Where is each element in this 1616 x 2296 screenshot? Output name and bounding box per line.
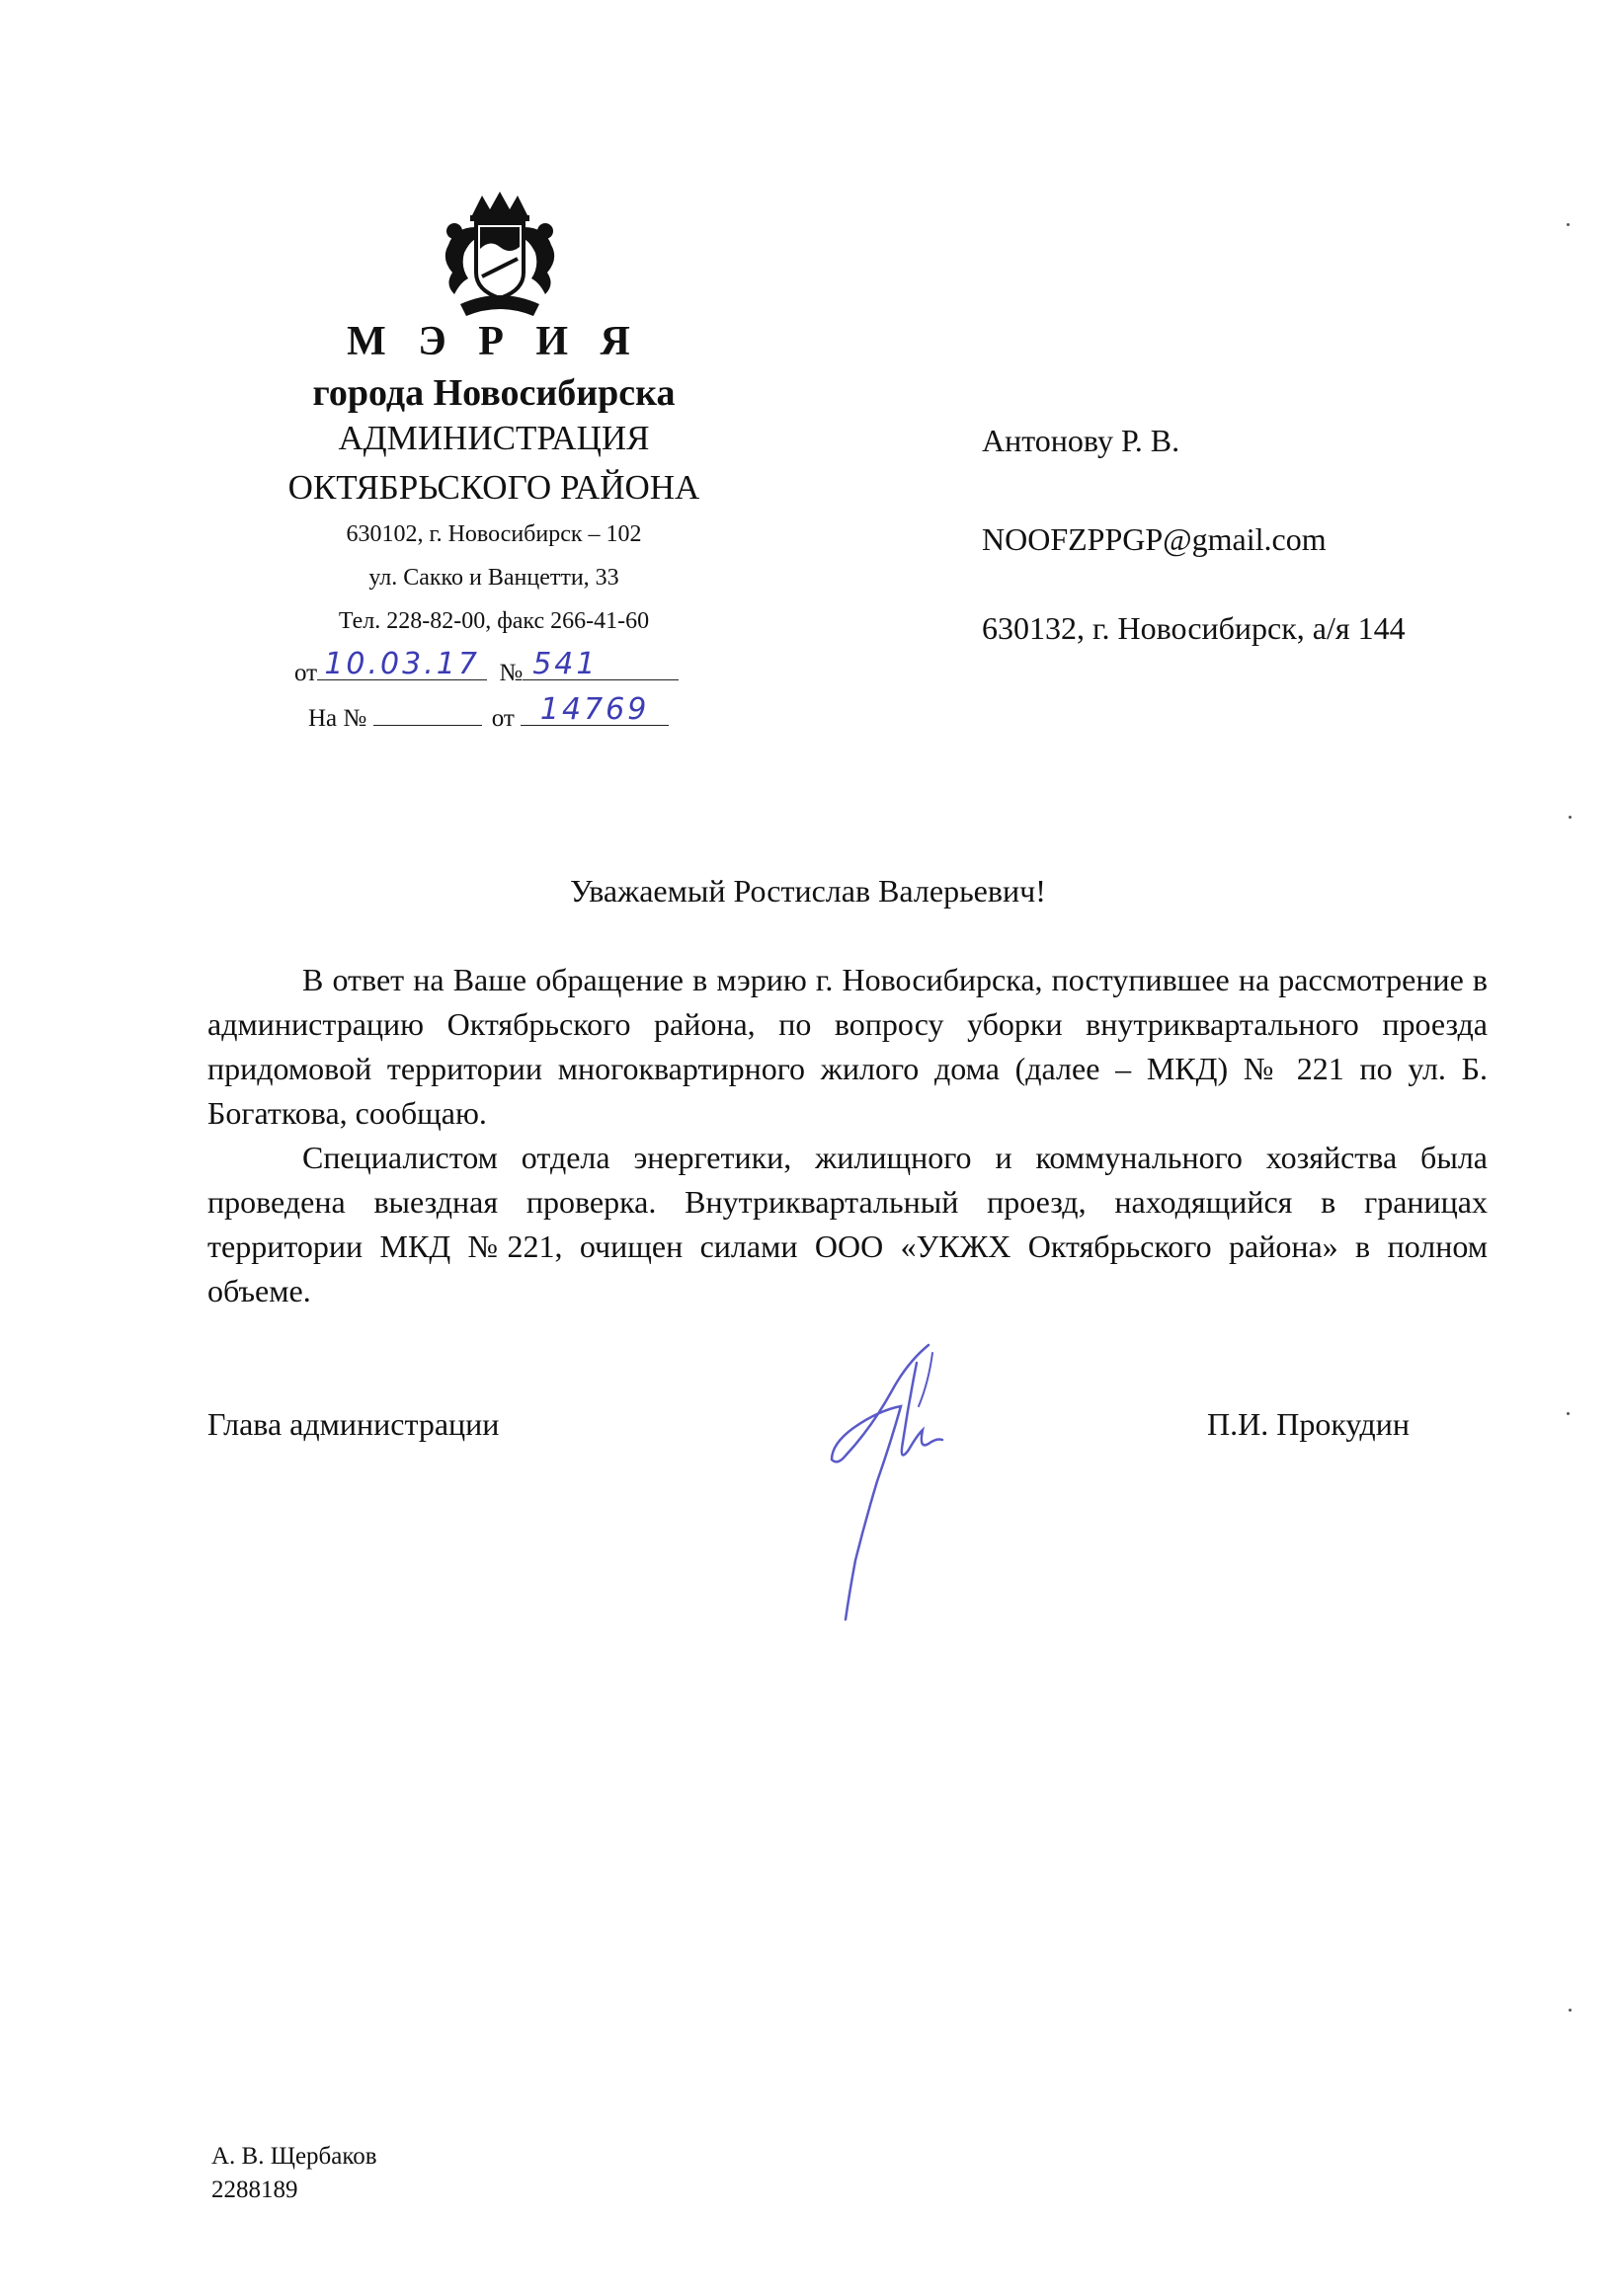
letter-paragraph-1: В ответ на Ваше обращение в мэрию г. Новосибирска, поступившее на рассмотрение в администрацию Октябрьского района, по вопросу уборки внутриквартального проезда придомовой территории многоквартирного жилого дома (далее – МКД) № 221 по ул. Б. Богаткова, сообщаю. <box>207 962 1488 1131</box>
registration-line <box>294 647 679 687</box>
reg-number-handwritten: 541 <box>532 647 599 681</box>
reg-number-field <box>523 647 679 681</box>
handwritten-signature-icon <box>780 1333 968 1629</box>
reg-from-label: от <box>294 660 318 686</box>
letterhead-title: М Э Р И Я <box>347 319 641 364</box>
reply-no-label: На № <box>308 705 367 732</box>
reply-line <box>308 692 669 733</box>
reply-from-label: от <box>491 705 515 732</box>
letterhead-address-line1: 630102, г. Новосибирск – 102 <box>346 521 642 547</box>
executor-phone: 2288189 <box>211 2177 298 2203</box>
letterhead-admin: АДМИНИСТРАЦИЯ <box>338 419 650 457</box>
scan-speck <box>1569 816 1572 819</box>
scan-speck <box>1567 223 1570 226</box>
executor-name: А. В. Щербаков <box>211 2143 377 2170</box>
letterhead-address-line2: ул. Сакко и Ванцетти, 33 <box>368 565 619 591</box>
reg-date-handwritten: 10.03.17 <box>324 647 480 681</box>
recipient-postal-address: 630132, г. Новосибирск, а/я 144 <box>982 610 1406 646</box>
scan-speck <box>1567 1412 1570 1415</box>
reply-number-field <box>373 701 482 726</box>
letterhead-phones: Тел. 228-82-00, факс 266-41-60 <box>338 608 650 634</box>
letterhead-city: города Новосибирска <box>312 372 676 414</box>
reply-from-handwritten: 14769 <box>539 692 650 727</box>
signatory-title: Глава администрации <box>207 1406 500 1442</box>
novosibirsk-coat-of-arms-icon <box>431 188 569 326</box>
reply-from-field <box>521 692 669 727</box>
recipient-name: Антонову Р. В. <box>982 423 1180 458</box>
signatory-name: П.И. Прокудин <box>1207 1406 1410 1442</box>
reg-no-label: № <box>499 660 524 686</box>
letterhead-district: ОКТЯБРЬСКОГО РАЙОНА <box>287 468 700 507</box>
letter-paragraph-2: Специалистом отдела энергетики, жилищного и коммунального хозяйства была проведена выездная проверка. Внутриквартальный проезд, находящийся в границах территории МКД №221, очищен силами ООО «УКЖХ Октябрьского района» в полном объеме. <box>207 1140 1488 1308</box>
recipient-email: NOOFZPPGP@gmail.com <box>982 521 1327 557</box>
scan-speck <box>1569 2009 1572 2012</box>
reg-date-field <box>317 647 487 681</box>
letter-greeting: Уважаемый Ростислав Валерьевич! <box>570 873 1046 909</box>
